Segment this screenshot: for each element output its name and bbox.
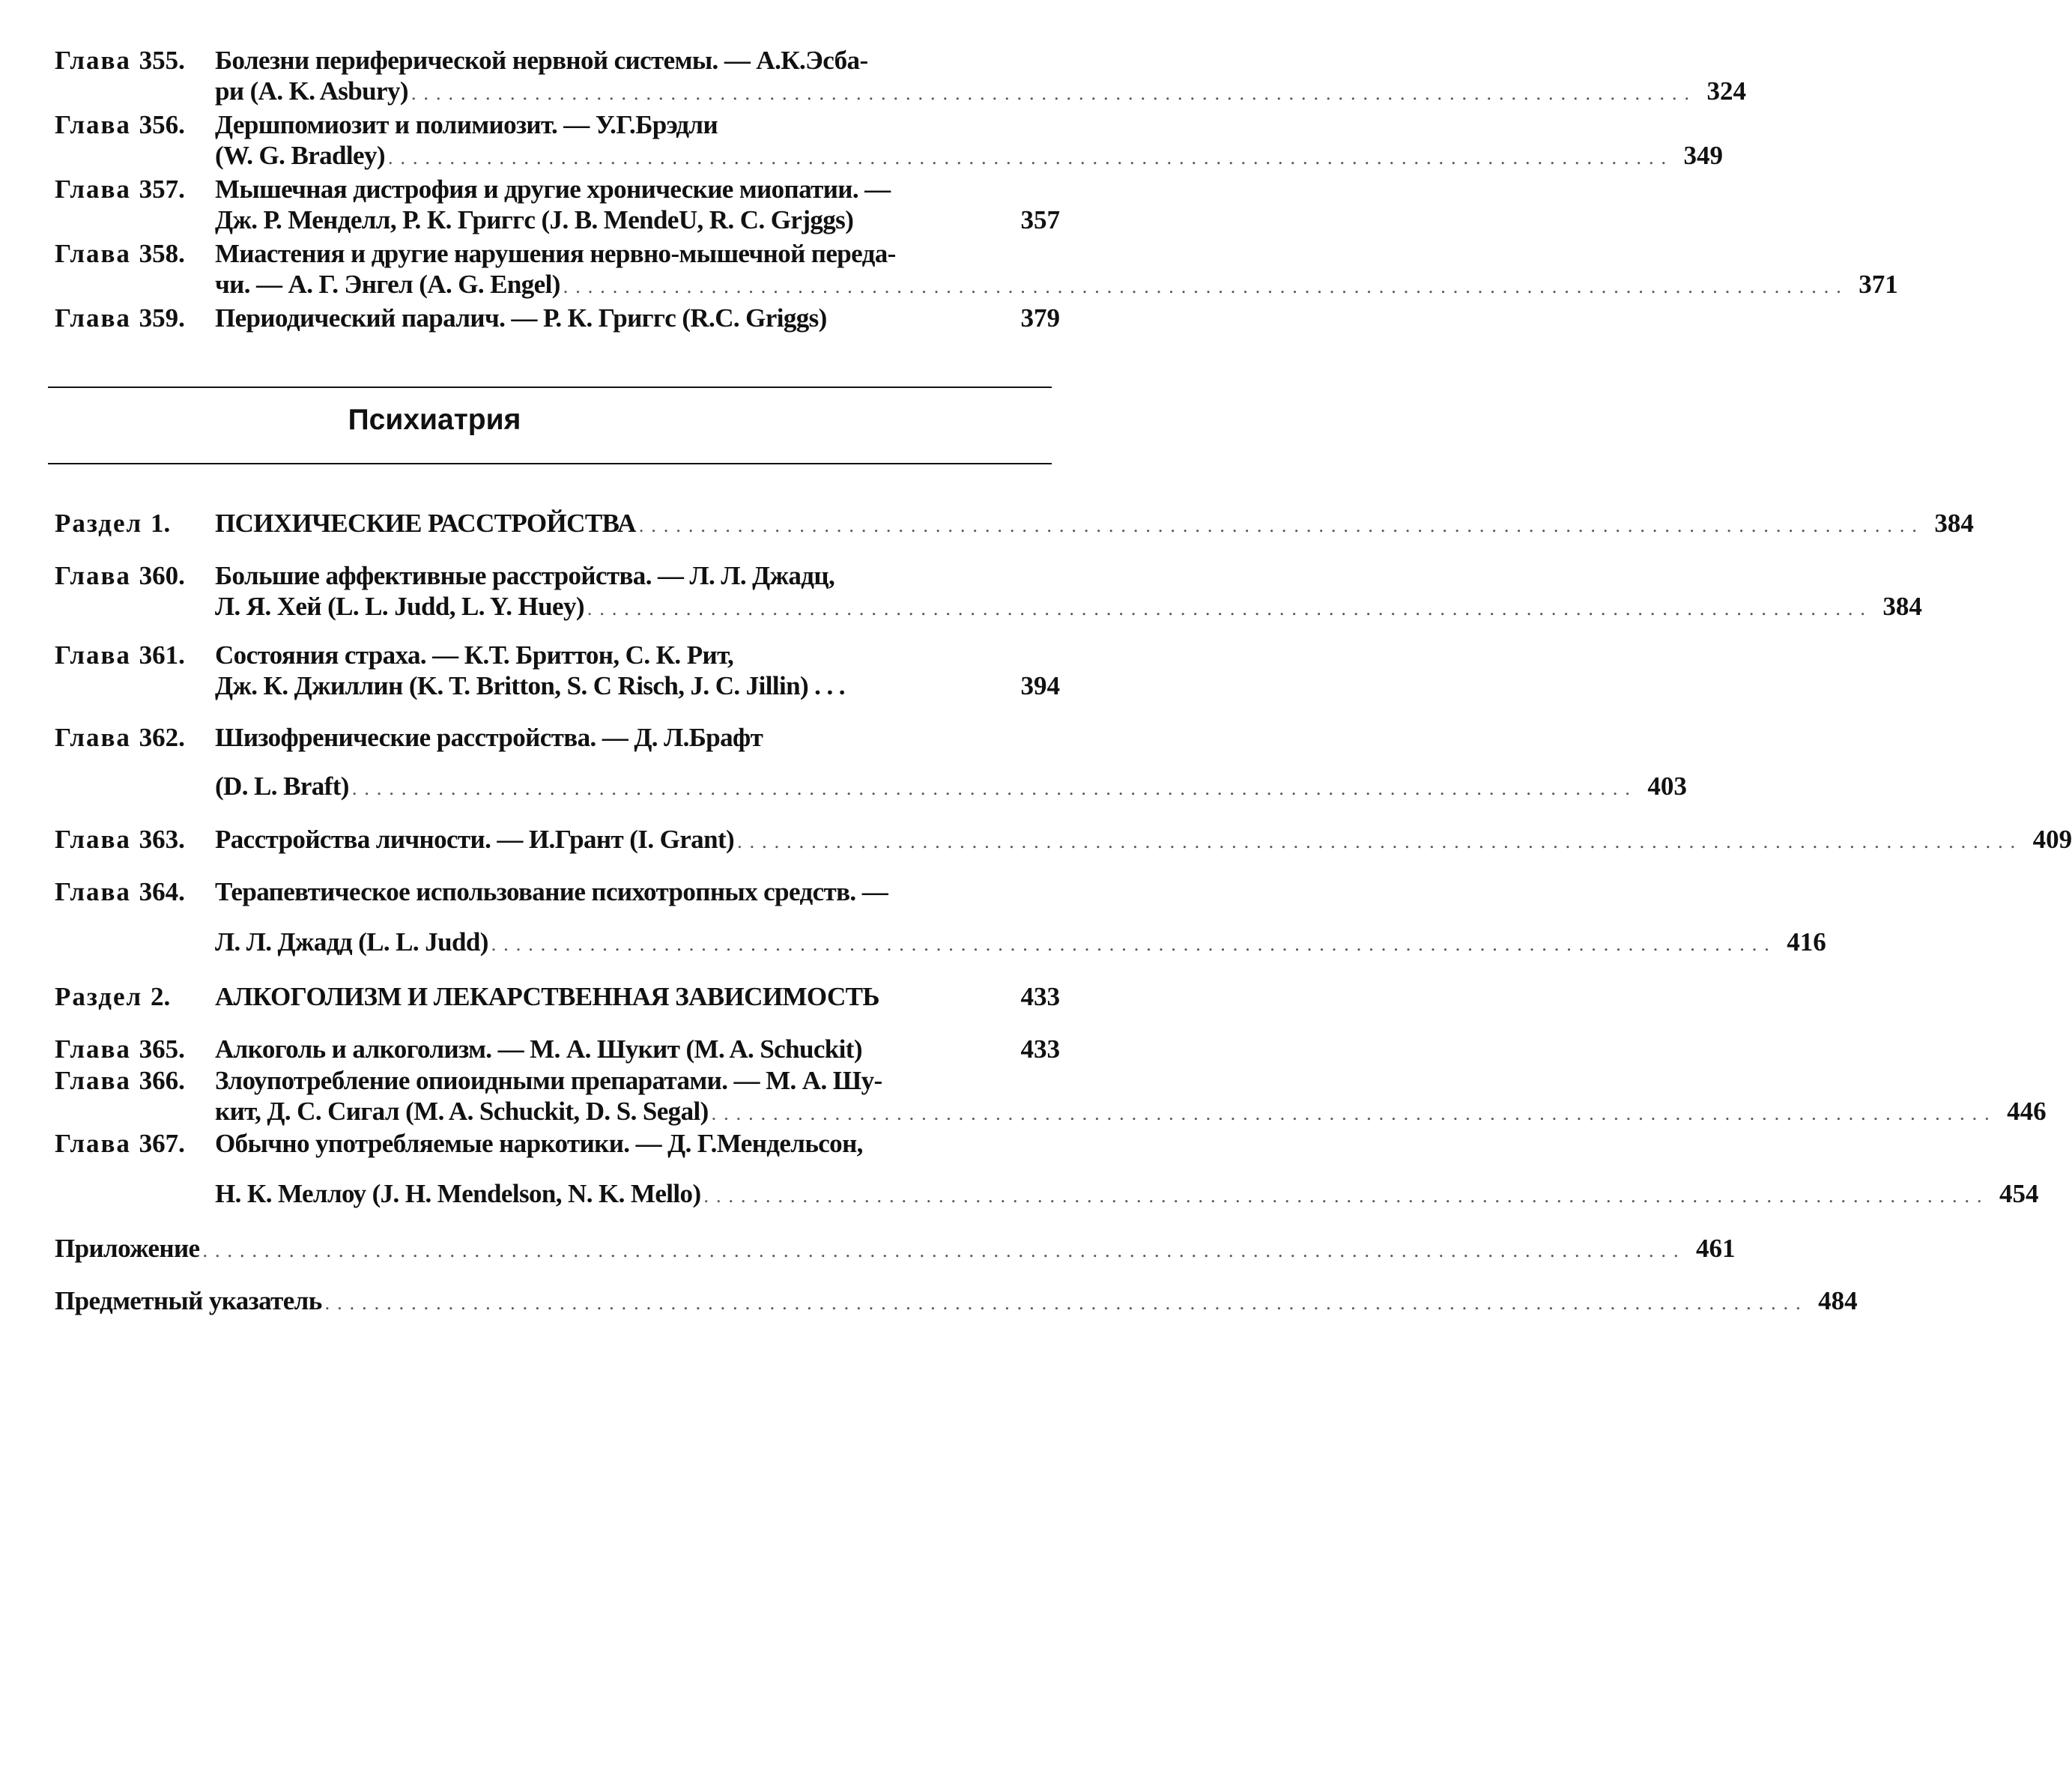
entry-title-cont: Л. Я. Хей (L. L. Judd, L. Y. Huey) xyxy=(215,592,584,621)
entry-title-cont: (D. L. Braft) xyxy=(215,772,349,801)
entry-title-cont: кит, Д. С. Сигал (M. A. Schuckit, D. S. Segal) xyxy=(215,1097,709,1126)
toc-psychiatry-block xyxy=(55,508,2072,1318)
entry-title: АЛКОГОЛИЗМ И ЛЕКАРСТВЕННАЯ ЗАВИСИМОСТЬ xyxy=(215,982,879,1011)
page-number: 379 xyxy=(1020,303,1060,333)
entry-title-cont: Л. Л. Джадд (L. L. Judd) xyxy=(215,927,488,957)
page-number: 349 xyxy=(1683,141,1723,170)
toc-entry-ch357[interactable] xyxy=(55,174,1060,238)
entry-label: Глава 362. xyxy=(55,723,185,752)
entry-label: Глава 359. xyxy=(55,303,185,333)
entry-title: Предметный указатель xyxy=(55,1286,322,1315)
dot-leader: ........................................................................................................ xyxy=(711,1103,1997,1124)
dot-leader: ........................................................................................................ xyxy=(563,276,1849,297)
entry-label: Глава 356. xyxy=(55,110,185,139)
toc-entry-ch365[interactable] xyxy=(55,1034,1060,1065)
page-number: 416 xyxy=(1787,927,1826,957)
entry-title-cont: Н. К. Меллоу (J. H. Mendelson, N. K. Mello) xyxy=(215,1179,701,1208)
entry-title: Миастения и другие нарушения нервно-мышечной переда- xyxy=(215,239,896,268)
section-rule-bottom xyxy=(48,463,1052,464)
dot-leader: ........................................................................................................ xyxy=(411,82,1697,104)
entry-title-cont: Дж. Р. Менделл, Р. К. Григгс (J. B. MendeU, R. C. Grjggs) xyxy=(215,205,854,234)
entry-title-cont: (W. G. Bradley) xyxy=(215,141,385,170)
page-number: 461 xyxy=(1695,1234,1736,1263)
page-number: 409 xyxy=(2032,825,2072,854)
toc-entry-index[interactable] xyxy=(55,1285,1858,1318)
section-heading: Психиатрия xyxy=(348,404,521,436)
page-number: 371 xyxy=(1859,270,1898,299)
entry-label: Раздел 1. xyxy=(55,509,171,538)
toc-entry-part1[interactable] xyxy=(55,508,1974,560)
entry-label: Раздел 2. xyxy=(55,982,171,1011)
entry-label: Глава 364. xyxy=(55,877,185,906)
dot-leader: ........................................................................................................ xyxy=(737,831,2023,852)
entry-label: Глава 355. xyxy=(55,46,185,75)
entry-title-cont: ри (A. K. Asbury) xyxy=(215,76,408,106)
page-number: 384 xyxy=(1934,509,1974,538)
toc-entry-part2[interactable] xyxy=(55,981,1060,1034)
dot-leader: ........................................................................................................ xyxy=(387,147,1673,169)
dot-leader: ........................................................................................................ xyxy=(703,1185,1990,1207)
toc-entry-ch364[interactable] xyxy=(55,876,1826,981)
entry-title: ПСИХИЧЕСКИЕ РАССТРОЙСТВА xyxy=(215,509,636,538)
entry-label: Глава 360. xyxy=(55,561,185,590)
toc-entry-ch355[interactable] xyxy=(55,45,1746,109)
page-number: 357 xyxy=(1020,205,1060,234)
entry-title: Дершпомиозит и полимиозит. — У.Г.Брэдли xyxy=(215,110,718,139)
entry-title: Алкоголь и алкоголизм. — М. А. Шукит (M. A. Schuckit) xyxy=(215,1034,862,1064)
toc-top-block xyxy=(55,45,1898,336)
entry-title-cont: Дж. К. Джиллин (K. T. Britton, S. C Risch, J. C. Jillin) . . . xyxy=(215,671,845,700)
section-rule-top xyxy=(48,387,1052,388)
page-number: 433 xyxy=(1020,982,1060,1011)
page-number: 394 xyxy=(1020,671,1060,700)
entry-title: Большие аффективные расстройства. — Л. Л. Джадц, xyxy=(215,561,835,590)
dot-leader: ........................................................................................................ xyxy=(587,598,1873,619)
toc-entry-ch356[interactable] xyxy=(55,109,1723,174)
page-number: 433 xyxy=(1020,1034,1060,1064)
entry-label: Глава 365. xyxy=(55,1034,185,1064)
page-number: 446 xyxy=(2007,1097,2047,1126)
entry-label: Глава 366. xyxy=(55,1066,185,1095)
entry-label: Глава 363. xyxy=(55,825,185,854)
page-number: 484 xyxy=(1818,1286,1858,1315)
entry-title: Расстройства личности. — И.Грант (I. Grant) xyxy=(215,825,735,854)
toc-entry-ch367[interactable] xyxy=(55,1128,2039,1233)
entry-title: Состояния страха. — К.Т. Бриттон, С. К. Рит, xyxy=(215,640,734,670)
entry-label: Глава 358. xyxy=(55,239,185,268)
page-number: 454 xyxy=(1999,1179,2039,1208)
entry-title: Мышечная дистрофия и другие хронические миопатии. — xyxy=(215,175,891,204)
toc-entry-ch360[interactable] xyxy=(55,560,1922,640)
dot-leader: ........................................................................................................ xyxy=(491,933,1777,955)
entry-title: Приложение xyxy=(55,1234,200,1263)
dot-leader: ........................................................................................................ xyxy=(638,515,1924,536)
toc-entry-ch363[interactable] xyxy=(55,824,2072,876)
dot-leader: ........................................................................................................................ xyxy=(202,1240,1686,1261)
entry-label: Глава 367. xyxy=(55,1129,185,1158)
entry-title: Злоупотребление опиоидными препаратами. — М. А. Шу- xyxy=(215,1066,882,1095)
entry-title: Шизофренические расстройства. — Д. Л.Брафт xyxy=(215,723,763,752)
page-number: 403 xyxy=(1647,772,1687,801)
toc-entry-ch358[interactable] xyxy=(55,238,1898,303)
entry-label: Глава 357. xyxy=(55,175,185,204)
toc-entry-ch366[interactable] xyxy=(55,1065,2047,1128)
toc-entry-ch362[interactable] xyxy=(55,722,1687,824)
dot-leader: ........................................................................................................................ xyxy=(324,1292,1808,1314)
page-number: 384 xyxy=(1882,592,1922,621)
entry-title-cont: чи. — А. Г. Энгел (A. G. Engel) xyxy=(215,270,560,299)
toc-entry-ch361[interactable] xyxy=(55,640,1060,722)
toc-entry-ch359[interactable] xyxy=(55,303,1060,336)
entry-title: Болезни периферической нервной системы. — А.К.Эсба- xyxy=(215,46,868,75)
entry-title: Обычно употребляемые наркотики. — Д. Г.Мендельсон, xyxy=(215,1129,863,1158)
toc-entry-appendix[interactable] xyxy=(55,1233,1736,1285)
entry-title: Периодический паралич. — Р. К. Григгс (R.C. Griggs) xyxy=(215,303,827,333)
page-number: 324 xyxy=(1706,76,1746,106)
entry-label: Глава 361. xyxy=(55,640,185,670)
entry-title: Терапевтическое использование психотропных средств. — xyxy=(215,877,888,906)
dot-leader: ........................................................................................................ xyxy=(351,778,1638,799)
